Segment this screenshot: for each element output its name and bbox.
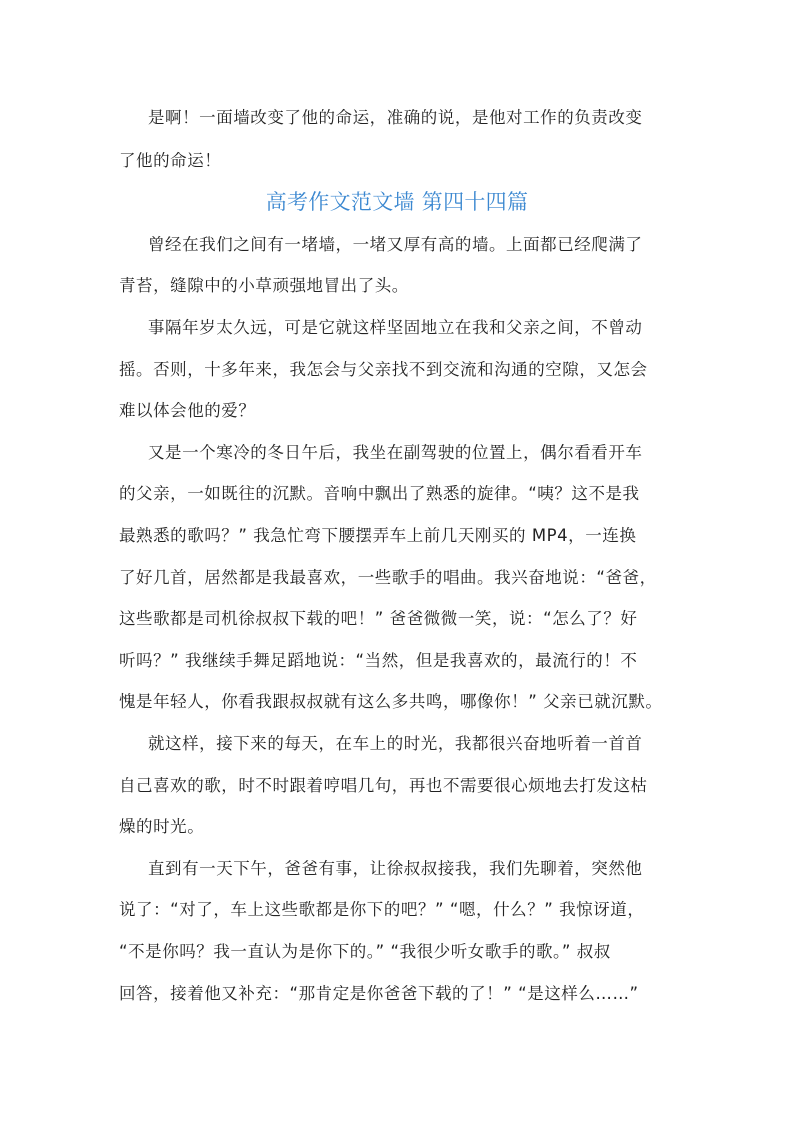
paragraph-6-line-4: 回答，接着他又补充：“那肯定是你爸爸下载的了！” “是这样么……” [119, 984, 639, 1003]
paragraph-4-line-3: 最熟悉的歌吗？” 我急忙弯下腰摆弄车上前几天刚买的 MP4，一连换 [119, 526, 637, 545]
paragraph-3-line-3: 难以体会他的爱？ [119, 401, 256, 420]
paragraph-2-line-1: 曾经在我们之间有一堵墙，一堵又厚有高的墙。上面都已经爬满了 [148, 235, 643, 254]
paragraph-1-line-2: 了他的命运！ [119, 151, 222, 170]
paragraph-4-line-7: 愧是年轻人，你看我跟叔叔就有这么多共鸣，哪像你！” 父亲已就沉默。 [119, 692, 663, 711]
essay-title: 高考作文范文墙 第四十四篇 [265, 190, 529, 214]
paragraph-6-line-3: “不是你吗？我一直认为是你下的。” “我很少听女歌手的歌。” 叔叔 [119, 942, 611, 961]
paragraph-5-line-2: 自己喜欢的歌，时不时跟着哼唱几句，再也不需要很心烦地去打发这枯 [119, 776, 648, 795]
paragraph-2-line-2: 青苔，缝隙中的小草顽强地冒出了头。 [119, 276, 409, 295]
paragraph-5-line-1: 就这样，接下来的每天，在车上的时光，我都很兴奋地听着一首首 [148, 734, 643, 753]
paragraph-3-line-1: 事隔年岁太久远，可是它就这样坚固地立在我和父亲之间，不曾动 [148, 318, 643, 337]
paragraph-4-line-2: 的父亲，一如既往的沉默。音响中飘出了熟悉的旋律。“咦？这不是我 [119, 484, 640, 503]
paragraph-5-line-3: 燥的时光。 [119, 817, 205, 836]
paragraph-4-line-1: 又是一个寒冷的冬日午后，我坐在副驾驶的位置上，偶尔看看开车 [148, 443, 643, 462]
paragraph-4-line-6: 听吗？” 我继续手舞足蹈地说：“当然，但是我喜欢的，最流行的！不 [119, 651, 638, 670]
paragraph-1-line-1: 是啊！一面墙改变了他的命运，准确的说，是他对工作的负责改变 [148, 108, 643, 127]
paragraph-4-line-5: 这些歌都是司机徐叔叔下载的吧！” 爸爸微微一笑，说：“怎么了？好 [119, 609, 638, 628]
paragraph-4-line-4: 了好几首，居然都是我最喜欢，一些歌手的唱曲。我兴奋地说：“爸爸， [119, 568, 657, 587]
paragraph-6-line-1: 直到有一天下午，爸爸有事，让徐叔叔接我，我们先聊着，突然他 [148, 859, 643, 878]
paragraph-3-line-2: 摇。否则，十多年来，我怎会与父亲找不到交流和沟通的空隙，又怎会 [119, 360, 648, 379]
paragraph-6-line-2: 说了：“对了，车上这些歌都是你下的吧？” “嗯，什么？” 我惊讶道， [119, 900, 645, 919]
